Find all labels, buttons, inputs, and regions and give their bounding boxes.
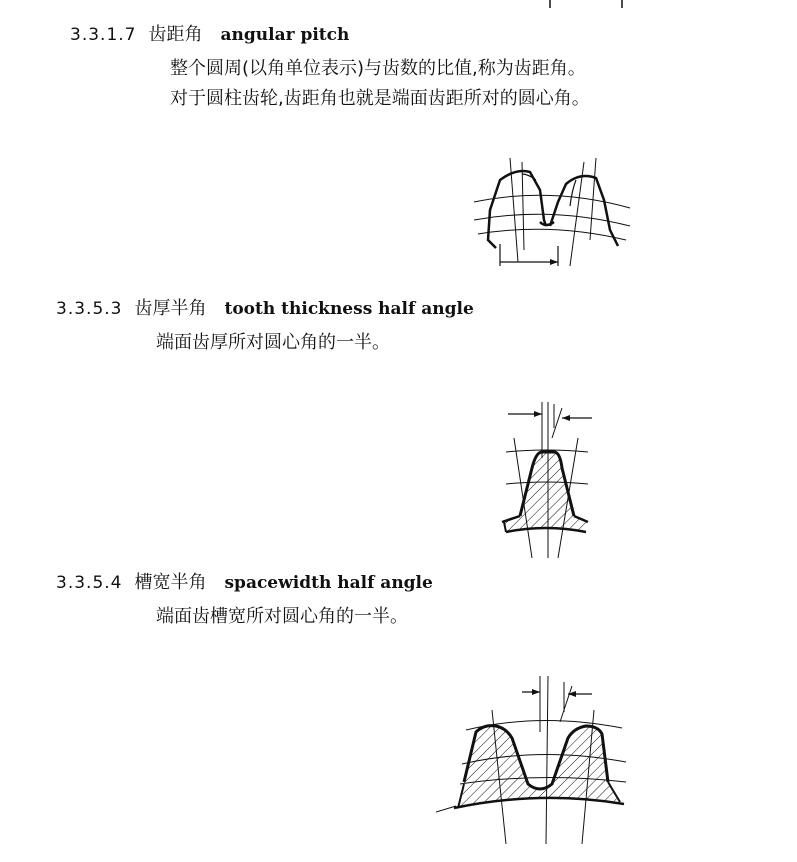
definition-line: 端面齿厚所对圆心角的一半。 <box>156 332 390 353</box>
definition <box>170 54 590 114</box>
definition <box>156 328 390 358</box>
term-en: angular pitch <box>220 25 350 45</box>
spacewidth-half-angle-diagram <box>436 672 636 847</box>
entry-heading <box>56 572 433 594</box>
entry-heading <box>70 24 349 46</box>
entry-number: 3.3.5.3 <box>56 299 123 319</box>
top-edge-marks <box>540 0 640 10</box>
definition-line: 端面齿槽宽所对圆心角的一半。 <box>156 606 408 627</box>
term-en: spacewidth half angle <box>224 573 433 593</box>
entry-number: 3.3.5.4 <box>56 573 123 593</box>
entry-number: 3.3.1.7 <box>70 25 137 45</box>
term-zh: 齿厚半角 <box>134 298 207 319</box>
term-zh: 齿距角 <box>148 24 203 45</box>
term-en: tooth thickness half angle <box>224 299 474 319</box>
tooth-thickness-half-angle-diagram <box>492 398 602 563</box>
entry-heading <box>56 298 474 320</box>
definition-line: 整个圆周(以角单位表示)与齿数的比值,称为齿距角。 <box>170 58 586 79</box>
term-zh: 槽宽半角 <box>134 572 207 593</box>
angular-pitch-diagram <box>466 150 636 275</box>
definition <box>156 602 408 632</box>
definition-line: 对于圆柱齿轮,齿距角也就是端面齿距所对的圆心角。 <box>170 88 590 109</box>
